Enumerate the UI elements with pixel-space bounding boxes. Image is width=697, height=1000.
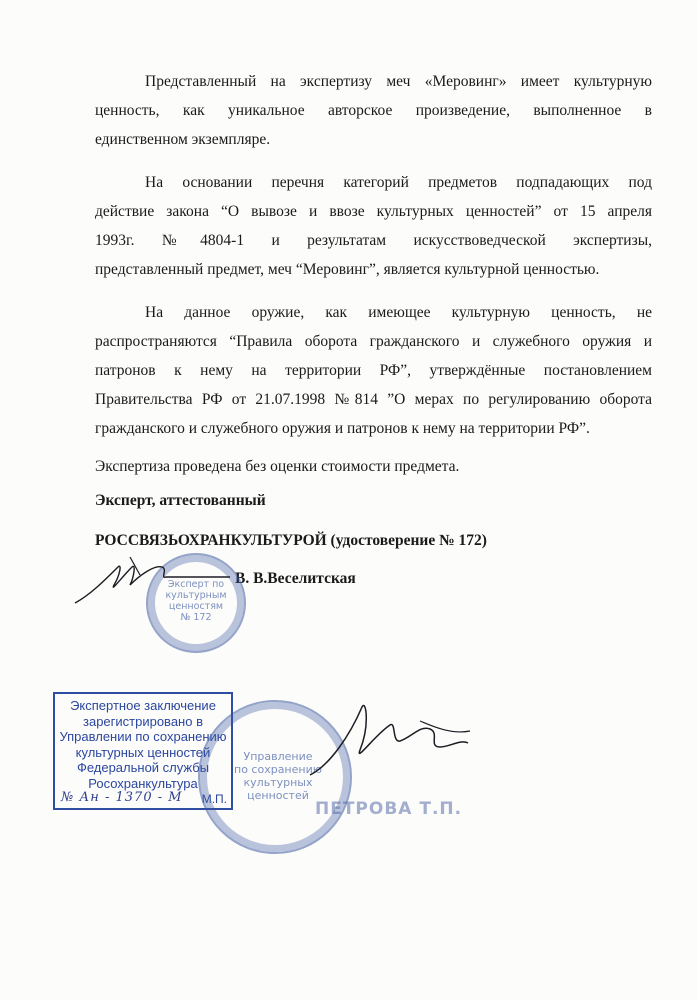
paragraph-3-line-5: гражданского и служебного оружия и патронов к нему на территории РФ”. <box>95 420 590 437</box>
reg-stamp-line-1: Экспертное заключение <box>70 698 216 713</box>
ministry-stamp-line-3: культурных <box>243 776 313 789</box>
registration-mp: М.П. <box>201 792 227 806</box>
reg-stamp-line-4: культурных ценностей <box>75 744 211 760</box>
registration-number: № Ан - 1370 - М <box>61 790 183 805</box>
paragraph-3-line-2: распространяются “Правила оборота гражданского и служебного оружия и <box>95 333 652 350</box>
expert-stamp-line-4: № 172 <box>180 612 212 623</box>
paragraph-1-line-3: единственном экземпляре. <box>95 131 271 148</box>
ministry-stamp-line-4: ценностей <box>247 789 309 802</box>
reg-stamp-line-2: зарегистрировано в <box>83 713 203 729</box>
paragraph-3-line-4: Правительства РФ от 21.07.1998 №814 ”О мерах по регулированию оборота <box>95 391 652 408</box>
expert-stamp-line-1: Эксперт по <box>167 579 225 590</box>
official-signature <box>300 695 480 785</box>
reg-stamp-line-3: Управлении по сохранению <box>59 729 227 744</box>
expert-name: В. В.Веселитская <box>235 570 356 587</box>
paragraph-1-line-2: ценность, как уникальное авторское произведение, выполненное в <box>95 102 652 119</box>
reg-stamp-line-5: Федеральной службы <box>76 760 210 775</box>
expert-title: Эксперт, аттестованный <box>95 492 266 509</box>
paragraph-3-line-1: На данное оружие, как имеющее культурную ценность, не <box>145 304 652 321</box>
paragraph-3-line-3: патронов к нему на территории РФ”, утверждённые постановлением <box>95 362 652 379</box>
ministry-stamp-line-2: по сохранению <box>234 763 322 776</box>
paragraph-1-line-1: Представленный на экспертизу меч «Меровинг» имеет культурную <box>145 73 652 90</box>
paragraph-2-line-4: представленный предмет, меч “Меровинг”, является культурной ценностью. <box>95 261 600 278</box>
paragraph-2-line-2: действие закона “О вывозе и ввозе культурных ценностей” от 15 апреля <box>95 203 652 220</box>
expert-stamp-line-3: ценностям <box>168 601 224 612</box>
paragraph-2-line-3: 1993г. №4804-1 и результатам искусствоведческой экспертизы, <box>95 232 652 249</box>
expert-stamp-line-2: культурным <box>165 590 227 601</box>
paragraph-4: Экспертиза проведена без оценки стоимости предмета. <box>95 458 460 475</box>
expert-signature <box>70 555 250 615</box>
ministry-stamp-line-1: Управление <box>243 750 313 763</box>
official-name-stamp: ПЕТРОВА Т.П. <box>315 799 463 819</box>
paragraph-2-line-1: На основании перечня категорий предметов подпадающих под <box>145 174 652 191</box>
reg-stamp-line-6: Росохранкультура <box>88 775 198 791</box>
expert-certification: РОССВЯЗЬОХРАНКУЛЬТУРОЙ (удостоверение № 172) <box>95 532 487 549</box>
